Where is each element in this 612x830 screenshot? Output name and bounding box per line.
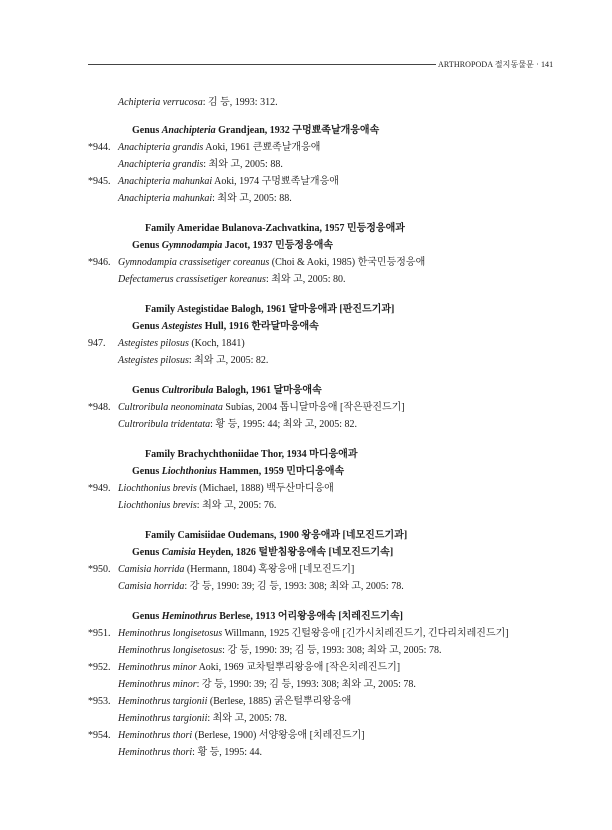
entry-number: *953. <box>88 696 111 707</box>
entry-number: *952. <box>88 662 111 673</box>
entry-text: : 최와 고, 2005: 88. <box>212 193 292 204</box>
species-entry <box>88 727 588 744</box>
entry-body <box>88 713 287 724</box>
entry-number: *949. <box>88 483 111 494</box>
spacer <box>88 111 588 122</box>
genus-authority: Heyden, 1826 털받침왕응애속 [네모진드기속] <box>195 547 394 558</box>
species-name: Gymnodampia crassisetiger coreanus <box>118 257 270 268</box>
species-entry <box>88 693 588 710</box>
entry-text: Aoki, 1961 큰뾰족날개응애 <box>203 142 321 153</box>
genus-authority: Berlese, 1913 어리왕응애속 [치레진드기속] <box>216 611 403 622</box>
entry-body <box>88 159 283 170</box>
genus-heading <box>88 318 588 335</box>
species-name: Cultroribula tridentata <box>118 419 211 430</box>
species-name: Anachipteria mahunkai <box>118 176 213 187</box>
genus-label: Genus <box>132 240 162 251</box>
synonym-entry <box>88 497 588 514</box>
species-entry <box>88 480 588 497</box>
species-name: Liochthonius brevis <box>118 483 197 494</box>
entry-body <box>88 257 425 268</box>
entry-text: : 최와 고, 2005: 88. <box>203 159 283 170</box>
entry-text: : 최와 고, 2005: 82. <box>188 355 269 366</box>
species-name: Heminothrus targionii <box>118 713 208 724</box>
synonym-entry <box>88 190 588 207</box>
entry-text: : 최와 고, 2005: 76. <box>196 500 277 511</box>
synonym-entry <box>88 676 588 693</box>
running-header: ARTHROPODA 절지동물문 · 141 <box>438 60 554 69</box>
entry-number: *946. <box>88 257 111 268</box>
synonym-entry <box>88 94 588 111</box>
entry-number: *948. <box>88 402 111 413</box>
genus-label: Genus <box>132 611 162 622</box>
entry-text: (Michael, 1888) 백두산마디응애 <box>196 483 334 494</box>
genus-heading <box>88 544 588 561</box>
entry-body <box>88 97 278 108</box>
species-name: Anachipteria grandis <box>118 142 204 153</box>
entry-body <box>88 355 268 366</box>
species-entry <box>88 254 588 271</box>
family-heading-text: Family Brachychthoniidae Thor, 1934 마디응애과 <box>145 449 358 460</box>
genus-authority: Hull, 1916 한라달마응애속 <box>202 321 319 332</box>
species-name: Cultroribula neonominata <box>118 402 223 413</box>
entry-text: : 최와 고, 2005: 80. <box>265 274 346 285</box>
species-name: Heminothrus minor <box>118 662 197 673</box>
genus-name: Liochthonius <box>161 466 217 477</box>
header-rule <box>88 64 436 65</box>
entry-number: *954. <box>88 730 111 741</box>
genus-heading <box>88 122 588 139</box>
entry-text: Aoki, 1974 구멍뾰족날개응애 <box>212 176 339 187</box>
entry-text: (Berlese, 1885) 굵은털뿌리왕응애 <box>207 696 352 707</box>
entry-text: : 황 등, 1995: 44. <box>192 747 263 758</box>
entry-body <box>88 696 351 707</box>
species-name: Heminothrus targionii <box>118 696 208 707</box>
entry-body <box>88 662 400 673</box>
genus-authority: Grandjean, 1932 구멍뾰족날개응애속 <box>215 125 380 136</box>
genus-heading <box>88 237 588 254</box>
entry-body <box>88 193 292 204</box>
genus-name: Astegistes <box>161 321 203 332</box>
synonym-entry <box>88 271 588 288</box>
species-name: Heminothrus thori <box>118 747 193 758</box>
species-name: Heminothrus longisetosus <box>118 645 223 656</box>
species-name: Camisia horrida <box>118 581 185 592</box>
genus-authority: Balogh, 1961 달마응애속 <box>213 385 322 396</box>
species-name: Heminothrus longisetosus <box>118 628 223 639</box>
entry-body <box>88 747 262 758</box>
entry-body <box>88 142 320 153</box>
spacer <box>88 433 588 446</box>
species-name: Camisia horrida <box>118 564 185 575</box>
entry-text: (Koch, 1841) <box>188 338 245 349</box>
family-heading <box>88 220 588 237</box>
entry-number: *950. <box>88 564 111 575</box>
synonym-entry <box>88 156 588 173</box>
species-name: Heminothrus thori <box>118 730 193 741</box>
family-heading <box>88 446 588 463</box>
species-entry <box>88 139 588 156</box>
entry-text: : 최와 고, 2005: 78. <box>207 713 287 724</box>
species-name: Astegistes pilosus <box>118 355 189 366</box>
entry-body <box>88 679 416 690</box>
synonym-entry <box>88 352 588 369</box>
entry-text: Subías, 2004 톱니달마응애 [작은판진드기] <box>222 402 405 413</box>
entry-text: (Berlese, 1900) 서양왕응애 [치레진드기] <box>192 730 365 741</box>
entry-body <box>88 581 404 592</box>
genus-name: Anachipteria <box>161 125 216 136</box>
synonym-entry <box>88 642 588 659</box>
species-entry <box>88 335 588 352</box>
genus-label: Genus <box>132 125 162 136</box>
genus-authority: Jacot, 1937 민등정응애속 <box>222 240 334 251</box>
entry-body <box>88 628 509 639</box>
entry-number: *951. <box>88 628 111 639</box>
species-name: Anachipteria grandis <box>118 159 204 170</box>
entry-text: Aoki, 1969 교차털뿌리왕응애 [작은치레진드기] <box>196 662 401 673</box>
genus-heading <box>88 382 588 399</box>
synonym-entry <box>88 578 588 595</box>
page-body <box>88 94 588 761</box>
entry-text: : 김 등, 1993: 312. <box>202 97 278 108</box>
genus-name: Camisia <box>161 547 196 558</box>
genus-name: Heminothrus <box>161 611 217 622</box>
entry-body <box>88 402 405 413</box>
genus-label: Genus <box>132 547 162 558</box>
entry-body <box>88 645 441 656</box>
genus-heading <box>88 463 588 480</box>
synonym-entry <box>88 710 588 727</box>
entry-text: : 강 등, 1990: 39; 김 등, 1993: 308; 최와 고, 2005: 78. <box>196 679 416 690</box>
synonym-entry <box>88 744 588 761</box>
entry-body <box>88 274 345 285</box>
spacer <box>88 595 588 608</box>
entry-body <box>88 564 354 575</box>
species-name: Astegistes pilosus <box>118 338 189 349</box>
spacer <box>88 369 588 382</box>
entry-body <box>88 500 276 511</box>
entry-body <box>88 419 357 430</box>
entry-number: *945. <box>88 176 111 187</box>
family-heading-text: Family Ameridae Bulanova-Zachvatkina, 1957 민등정응애과 <box>145 223 405 234</box>
entry-text: (Hermann, 1804) 혹왕응애 [네모진드기] <box>184 564 355 575</box>
species-name: Achipteria verrucosa <box>118 97 203 108</box>
species-name: Liochthonius brevis <box>118 500 197 511</box>
family-heading-text: Family Astegistidae Balogh, 1961 달마응애과 [판진드기과] <box>145 304 395 315</box>
species-entry <box>88 173 588 190</box>
species-name: Heminothrus minor <box>118 679 197 690</box>
species-entry <box>88 659 588 676</box>
entry-number: 947. <box>88 338 106 349</box>
entry-text: Willmann, 1925 긴털왕응애 [긴가시치레진드기, 긴다리치레진드기] <box>222 628 509 639</box>
entry-body <box>88 338 245 349</box>
genus-label: Genus <box>132 385 162 396</box>
synonym-entry <box>88 416 588 433</box>
genus-name: Gymnodampia <box>161 240 223 251</box>
spacer <box>88 288 588 301</box>
species-name: Defectamerus crassisetiger koreanus <box>118 274 266 285</box>
genus-authority: Hammen, 1959 민마디응애속 <box>216 466 345 477</box>
species-entry <box>88 561 588 578</box>
entry-body <box>88 730 365 741</box>
entry-body <box>88 176 339 187</box>
entry-body <box>88 483 334 494</box>
spacer <box>88 514 588 527</box>
family-heading-text: Family Camisiidae Oudemans, 1900 왕응애과 [네모진드기과] <box>145 530 408 541</box>
species-name: Anachipteria mahunkai <box>118 193 213 204</box>
entry-number: *944. <box>88 142 111 153</box>
family-heading <box>88 527 588 544</box>
entry-text: (Choi & Aoki, 1985) 한국민등정응애 <box>269 257 426 268</box>
family-heading <box>88 301 588 318</box>
species-entry <box>88 625 588 642</box>
genus-heading <box>88 608 588 625</box>
entry-text: : 강 등, 1990: 39; 김 등, 1993: 308; 최와 고, 2005: 78. <box>222 645 442 656</box>
spacer <box>88 207 588 220</box>
species-entry <box>88 399 588 416</box>
entry-text: : 황 등, 1995: 44; 최와 고, 2005: 82. <box>210 419 358 430</box>
entry-text: : 강 등, 1990: 39; 김 등, 1993: 308; 최와 고, 2005: 78. <box>184 581 404 592</box>
genus-label: Genus <box>132 466 162 477</box>
genus-name: Cultroribula <box>161 385 214 396</box>
genus-label: Genus <box>132 321 162 332</box>
